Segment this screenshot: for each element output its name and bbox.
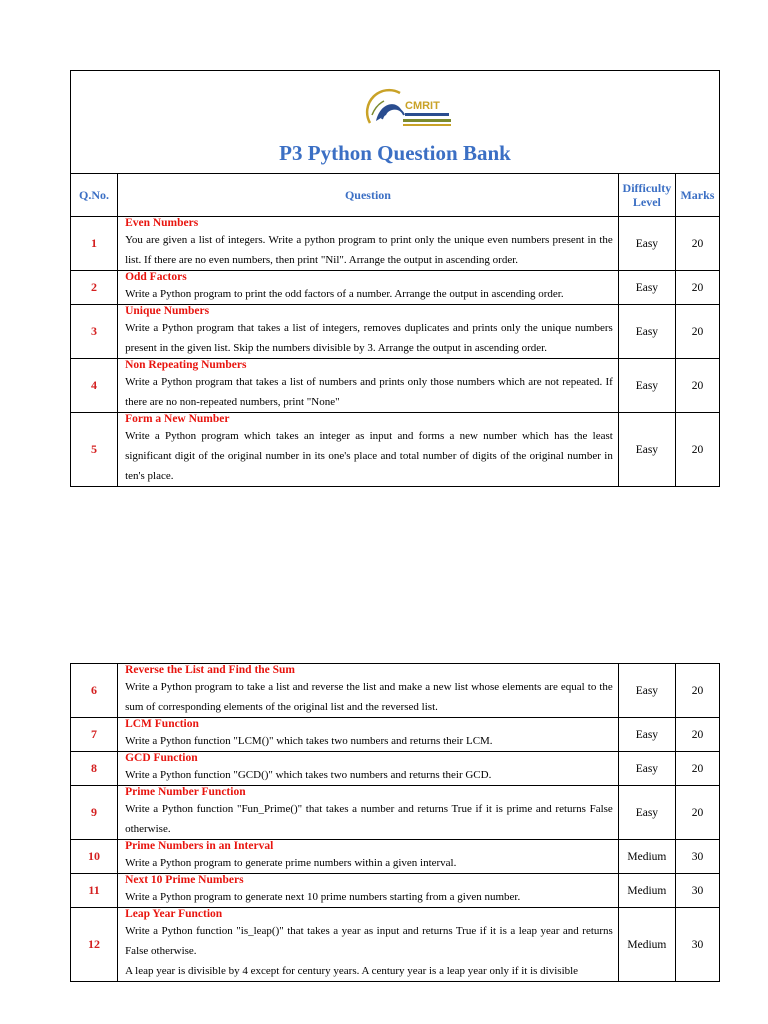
- difficulty-level: Medium: [618, 840, 675, 874]
- question-title: Prime Numbers in an Interval: [125, 840, 274, 852]
- question-row-7: [71, 718, 720, 752]
- question-row-10: [71, 840, 720, 874]
- question-row-11: [71, 874, 720, 908]
- question-row-2: [71, 271, 720, 305]
- marks-value: 20: [675, 786, 719, 840]
- question-title: Reverse the List and Find the Sum: [125, 664, 296, 676]
- question-number: 1: [71, 217, 118, 271]
- question-row-1: [71, 217, 720, 271]
- question-cell: [118, 786, 619, 840]
- question-text: Write a Python program to generate next 10 prime numbers starting from a given number.: [125, 891, 521, 903]
- question-row-8: [71, 752, 720, 786]
- column-header-question: Question: [118, 174, 619, 217]
- question-text: Write a Python program to take a list and reverse the list and make a new list whose elements are equal to the sum of corresponding elements of the original list and the reversed list.: [125, 681, 613, 713]
- question-title: Unique Numbers: [125, 305, 210, 317]
- marks-value: 30: [675, 874, 719, 908]
- question-number: 11: [71, 874, 118, 908]
- question-title: Form a New Number: [125, 413, 230, 425]
- question-title: Non Repeating Numbers: [125, 359, 247, 371]
- difficulty-level: Easy: [618, 413, 675, 487]
- difficulty-level: Easy: [618, 786, 675, 840]
- question-number: 5: [71, 413, 118, 487]
- question-text: A leap year is divisible by 4 except for century years. A century year is a leap year only if it is divisible: [125, 965, 579, 977]
- question-title: Even Numbers: [125, 217, 199, 229]
- question-row-6: [71, 664, 720, 718]
- marks-value: 20: [675, 413, 719, 487]
- question-text: Write a Python program to print the odd factors of a number. Arrange the output in ascending order.: [125, 288, 564, 300]
- question-row-4: [71, 359, 720, 413]
- question-cell: [118, 874, 619, 908]
- question-bank-page-2: [70, 663, 720, 982]
- question-bank-page-1: [70, 70, 720, 487]
- question-title: Next 10 Prime Numbers: [125, 874, 244, 886]
- marks-value: 20: [675, 217, 719, 271]
- question-cell: [118, 752, 619, 786]
- question-cell: [118, 664, 619, 718]
- difficulty-level: Easy: [618, 718, 675, 752]
- question-cell: [118, 305, 619, 359]
- question-row-3: [71, 305, 720, 359]
- question-title: Prime Number Function: [125, 786, 246, 798]
- marks-value: 20: [675, 359, 719, 413]
- question-row-5: [71, 413, 720, 487]
- difficulty-level: Easy: [618, 305, 675, 359]
- cmrit-logo: [356, 85, 452, 135]
- document-header: [70, 70, 720, 173]
- question-number: 9: [71, 786, 118, 840]
- question-table-2: [70, 663, 720, 982]
- marks-value: 20: [675, 718, 719, 752]
- question-text: You are given a list of integers. Write a python program to print only the unique even numbers present in the list. If there are no even numbers, then print "Nil". Arrange the output in ascending order.: [125, 234, 613, 266]
- question-cell: [118, 359, 619, 413]
- question-number: 6: [71, 664, 118, 718]
- column-header-marks: Marks: [675, 174, 719, 217]
- page-title: P3 Python Question Bank: [279, 141, 511, 165]
- question-row-12: [71, 908, 720, 982]
- question-text: Write a Python program that takes a list of numbers and prints only those numbers which are not repeated. If there are no non-repeated numbers, print "None": [125, 376, 613, 408]
- difficulty-level: Medium: [618, 908, 675, 982]
- question-text: Write a Python function "GCD()" which takes two numbers and returns their GCD.: [125, 769, 492, 781]
- question-text: Write a Python program to generate prime numbers within a given interval.: [125, 857, 457, 869]
- question-row-9: [71, 786, 720, 840]
- marks-value: 20: [675, 305, 719, 359]
- difficulty-level: Easy: [618, 271, 675, 305]
- difficulty-level: Medium: [618, 874, 675, 908]
- question-text: Write a Python program which takes an integer as input and forms a new number which has the least significant digit of the original number in its one's place and total number of digits of the original number in ten's place.: [125, 430, 613, 482]
- marks-value: 20: [675, 752, 719, 786]
- difficulty-level: Easy: [618, 217, 675, 271]
- question-text: Write a Python function "Fun_Prime()" that takes a number and returns True if it is prime and returns False otherwise.: [125, 803, 613, 835]
- question-title: Odd Factors: [125, 271, 187, 283]
- difficulty-level: Easy: [618, 752, 675, 786]
- question-cell: [118, 217, 619, 271]
- question-title: GCD Function: [125, 752, 198, 764]
- difficulty-level: Easy: [618, 664, 675, 718]
- question-cell: [118, 271, 619, 305]
- question-table-1: [70, 173, 720, 487]
- column-header-difficulty: Difficulty Level: [618, 174, 675, 217]
- marks-value: 20: [675, 271, 719, 305]
- column-header-qno: Q.No.: [71, 174, 118, 217]
- question-cell: [118, 413, 619, 487]
- question-number: 12: [71, 908, 118, 982]
- question-text: Write a Python function "is_leap()" that takes a year as input and returns True if it is a leap year and returns False otherwise.: [125, 925, 613, 957]
- question-cell: [118, 718, 619, 752]
- logo-wordmark: CMRIT: [405, 100, 440, 112]
- question-number: 10: [71, 840, 118, 874]
- question-number: 7: [71, 718, 118, 752]
- question-cell: [118, 908, 619, 982]
- difficulty-level: Easy: [618, 359, 675, 413]
- question-number: 3: [71, 305, 118, 359]
- question-number: 8: [71, 752, 118, 786]
- marks-value: 30: [675, 908, 719, 982]
- question-number: 4: [71, 359, 118, 413]
- question-number: 2: [71, 271, 118, 305]
- question-cell: [118, 840, 619, 874]
- question-text: Write a Python program that takes a list of integers, removes duplicates and prints only the unique numbers present in the given list. Skip the numbers divisible by 3. Arrange the output in ascending order.: [125, 322, 613, 354]
- question-title: LCM Function: [125, 718, 199, 730]
- marks-value: 20: [675, 664, 719, 718]
- question-title: Leap Year Function: [125, 908, 223, 920]
- question-text: Write a Python function "LCM()" which takes two numbers and returns their LCM.: [125, 735, 493, 747]
- marks-value: 30: [675, 840, 719, 874]
- table-header-row: [71, 174, 720, 217]
